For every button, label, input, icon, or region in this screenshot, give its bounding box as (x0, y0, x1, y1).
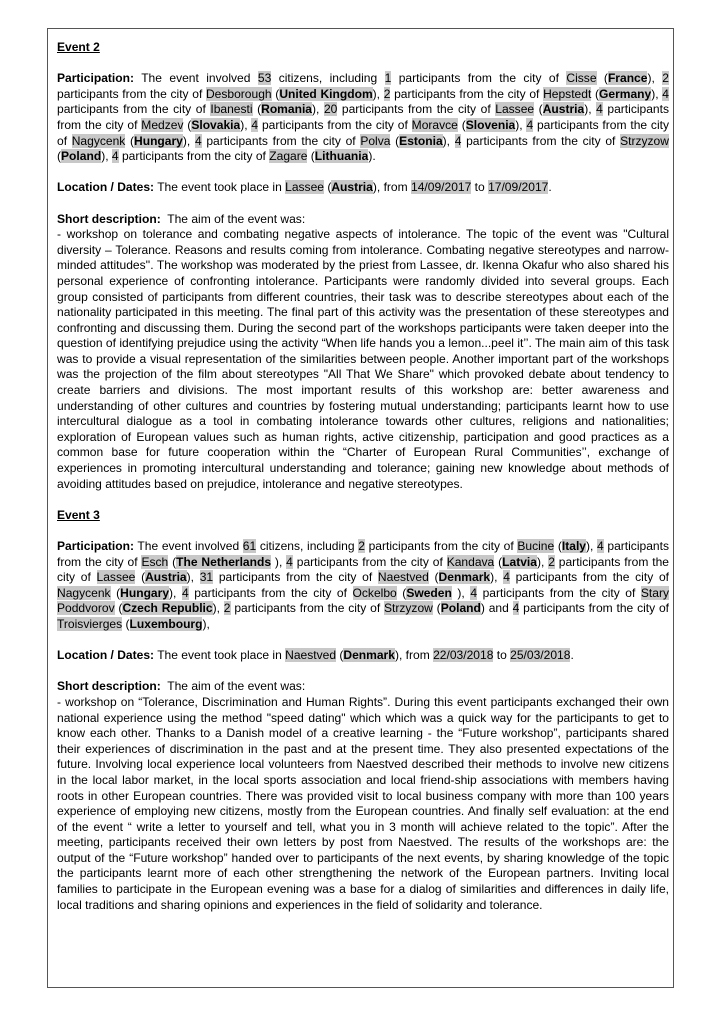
event3-short-intro: The aim of the event was: (167, 679, 306, 694)
event2-short-intro: The aim of the event was: (167, 211, 306, 226)
event2-description: - workshop on tolerance and combating negative aspects of intolerance. The topic of the event was "Cultural diversity – Tolerance. Reasons and results coming from intolerance. Combating negative stereotypes and narrow-minded attitudes''. The workshop was moderated by the priest from Lassee, dr. Ikenna Okafur who also shared his personal experience of confronting intolerance. Participants were randomly divided into several groups. Each group consisted of participants from different countries, their task was to describe stereotypes about each of the nationality participated in this meeting. The final part of this activity was the presentation of these stereotypes and confronting and discussing them. During the second part of the workshops participants were taken deeper into the question of identifying prejudice using the activity “When life hands you a lemon...peel it’’. The main aim of this task was to provide a visual representation of the similarities between people. Another important part of the workshops was the projection of the film about stereotypes "All That We Share" which provoked debate about tendency to create barriers and divisions. The most important results of this workshop are: better awareness and understanding of other cultures and countries by fostering mutual understanding; participants learnt how to use intercultural dialogue as a tool in combating intolerance towards other cultures, religions and nationalities; exploration of European values such as human rights, active citizenship, participation and good practices as a common base for future cooperation within the “Charter of European Rural Communities’’, exchange of experiences in promoting intercultural understanding and tolerance; gaining new knowledge about methods of avoiding attitudes based on prejudice, intolerance and negative stereotypes. (57, 227, 669, 491)
event3-location-text: The event took place in Naestved (Denmark), from 22/03/2018 to 25/03/2018. (157, 648, 574, 663)
event2-short-label: Short description: (57, 211, 161, 226)
event2-location-text: The event took place in Lassee (Austria), from 14/09/2017 to 17/09/2017. (157, 180, 552, 195)
event3-participation-text: The event involved 61 citizens, including 2 participants from the city of Bucine (Italy), 4 participants from the city of Esch (The Netherlands ), 4 participants from the city of Kandava (Latvia), 2 participants from the city of Lassee (Austria), 31 participants from the city of Naestved (Denmark), 4 participants from the city of Nagycenk (Hungary), 4 participants from the city of Ockelbo (Sweden ), 4 participants from the city of Stary Poddvorov (Czech Republic), 2 participants from the city of Strzyzow (Poland) and 4 participants from the city of Troisvierges (Luxembourg), (57, 539, 670, 631)
event3-short-description (57, 679, 669, 913)
event2-short-description (57, 212, 669, 493)
event2-participation-label: Participation: (57, 71, 134, 86)
event3-participation (57, 539, 669, 633)
event2-participation (57, 71, 669, 165)
event3-short-label: Short description: (57, 679, 161, 694)
event3-location (57, 648, 669, 664)
event3-participation-label: Participation: (57, 539, 134, 553)
event2-location (57, 180, 669, 196)
event2-participation-text: The event involved 53 citizens, including 1 participants from the city of Cisse (France), 2 participants from the city of Desborough (United Kingdom), 2 participants from the city of Hepstedt (Germany), 4 participants from the city of Ibanesti (Romania), 20 participants from the city of Lassee (Austria), 4 participants from the city of Medzev (Slovakia), 4 participants from the city of Moravce (Slovenia), 4 participants from the city of Nagycenk (Hungary), 4 participants from the city of Polva (Estonia), 4 participants from the city of Strzyzow (Poland), 4 participants from the city of Zagare (Lithuania). (57, 71, 669, 164)
event2-heading: Event 2 (57, 40, 100, 54)
event3-description: - workshop on “Tolerance, Discrimination and Human Rights”. During this event participants exchanged their own national experience using the method "speed dating" which which was a quick way for the participants to get to know each other. Thanks to a Danish model of a creative learning - the “Future workshop”, participants shared their experiences of discrimination in the past and at the present time. They also presented expectations of the future. Involving local experience local volunteers from Naestved described their methods to involve new citizens in the local labor market, in the local sports association and local friend-ship associations with members having roots in other European countries. There was provided visit to local business company with more than 100 years experience of employing new citizens, mostly from the European countries. And finally self evaluation: at the end of the event “ write a letter to yourself and tell, what you in 3 month will achieve related to the topic”. After the meeting, participants received their own letters by post from Naestved. The results of the workshops are: the output of the “Future workshop” handed over to participants of the next events, by sharing knowledge of the topic the participants learnt more of each other strengthening the network of the European partners. Inviting local families to participate in the European evening was a base for a dialog of similarities and differences in daily life, local traditions and sharing opinions and experiences in the field of solidarity and tolerance. (57, 694, 669, 912)
document-body (57, 40, 669, 913)
event2-location-label: Location / Dates: (57, 180, 155, 195)
event3-heading: Event 3 (57, 507, 100, 522)
event3-location-label: Location / Dates: (57, 648, 155, 663)
